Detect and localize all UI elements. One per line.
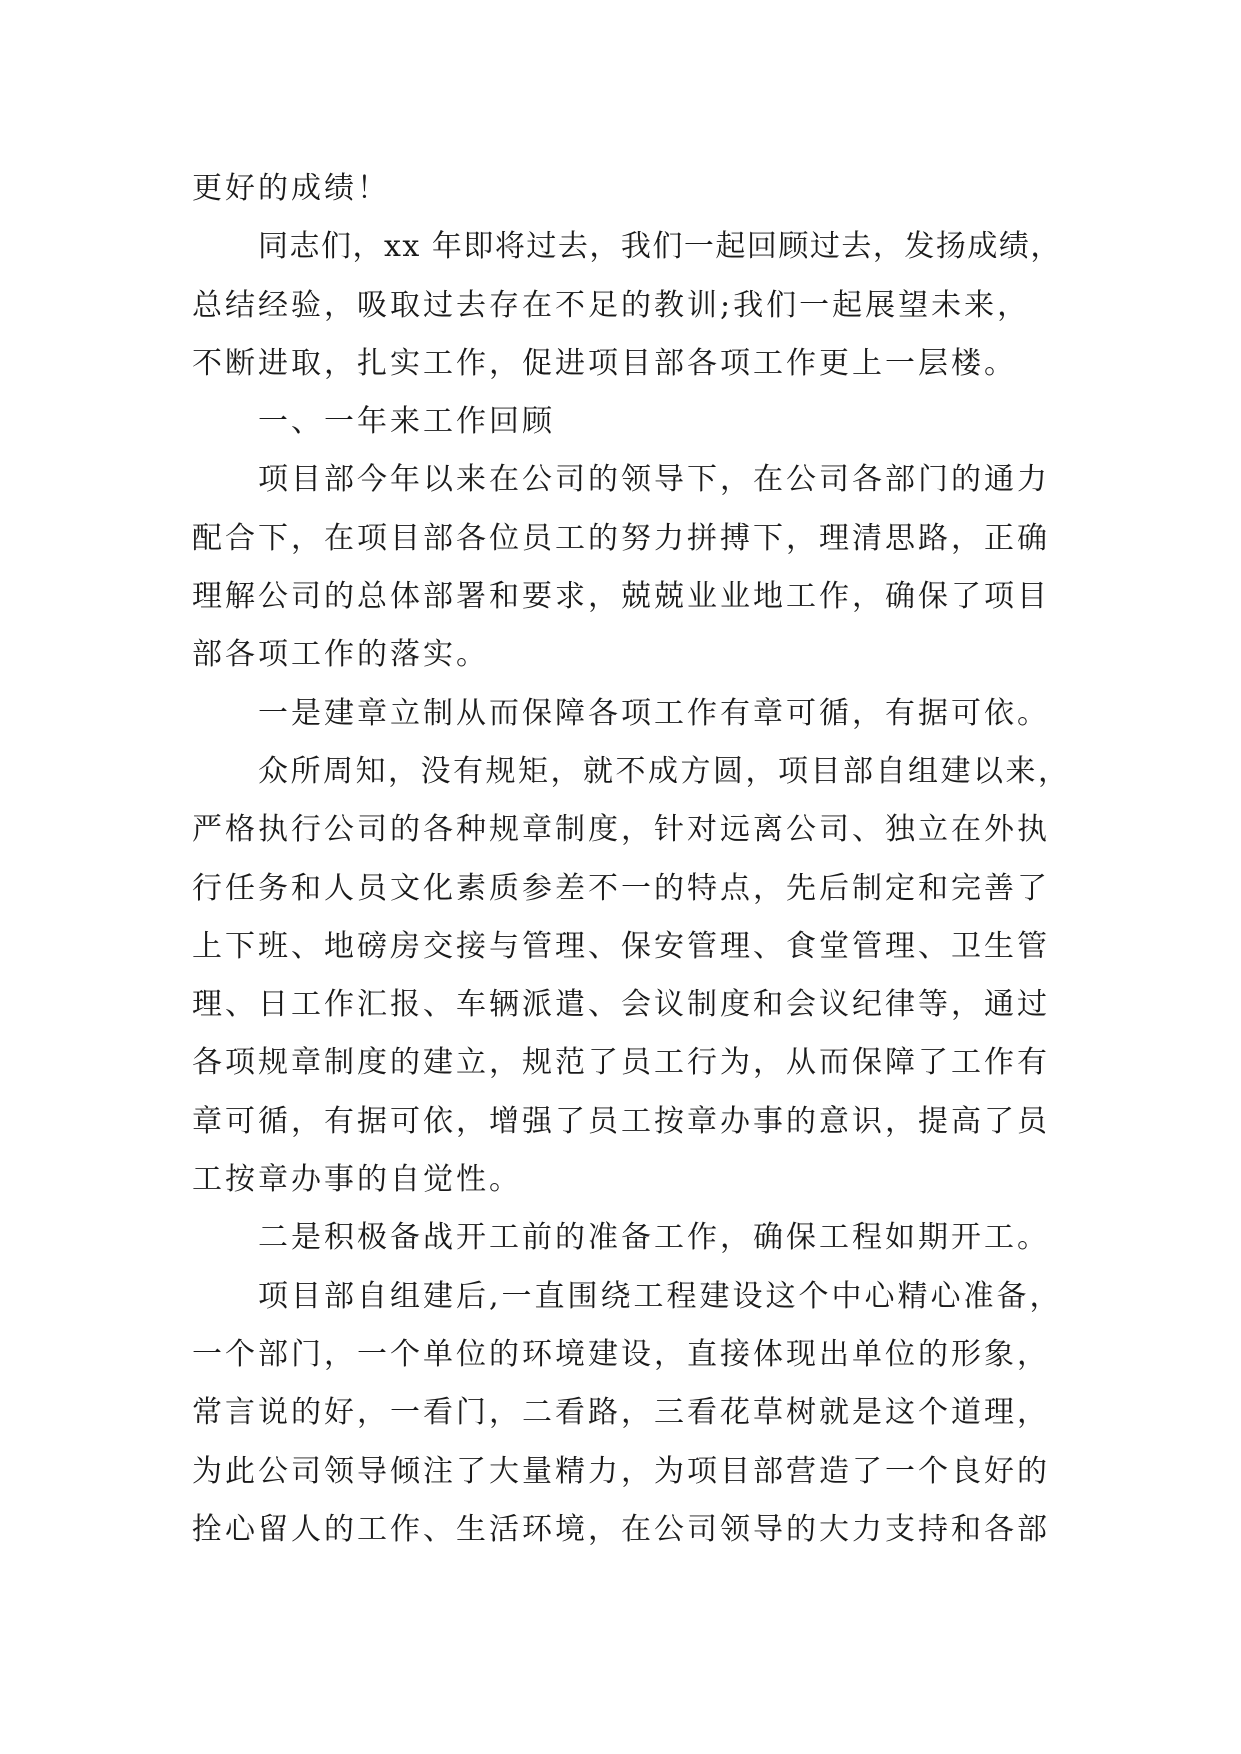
section-heading: 一、一年来工作回顾 xyxy=(258,404,555,440)
text-line: 工按章办事的自觉性。 xyxy=(192,1162,522,1198)
text-line: 严格执行公司的各种规章制度，针对远离公司、独立在外执 xyxy=(192,812,1050,848)
text-line: 众所周知，没有规矩，就不成方圆，项目部自组建以来， xyxy=(258,753,1071,789)
text-line: 上下班、地磅房交接与管理、保安管理、食堂管理、卫生管 xyxy=(192,928,1050,964)
text-line: 章可循，有据可依，增强了员工按章办事的意识，提高了员 xyxy=(192,1103,1050,1139)
text-line: 各项规章制度的建立，规范了员工行为，从而保障了工作有 xyxy=(192,1045,1050,1081)
text-line: 拴心留人的工作、生活环境，在公司领导的大力支持和各部 xyxy=(192,1511,1050,1547)
text-line: 不断进取，扎实工作，促进项目部各项工作更上一层楼。 xyxy=(192,345,1017,381)
text-line: 行任务和人员文化素质参差不一的特点，先后制定和完善了 xyxy=(192,870,1050,906)
text-line: 总结经验，吸取过去存在不足的教训;我们一起展望未来， xyxy=(192,287,1031,323)
text-line: 项目部今年以来在公司的领导下，在公司各部门的通力 xyxy=(258,462,1050,498)
subheading-line: 二是积极备战开工前的准备工作，确保工程如期开工。 xyxy=(258,1220,1050,1256)
text-line: 一个部门，一个单位的环境建设，直接体现出单位的形象， xyxy=(192,1336,1050,1372)
text-line: 常言说的好，一看门，二看路，三看花草树就是这个道理， xyxy=(192,1395,1050,1431)
text-line: 同志们，xx 年即将过去，我们一起回顾过去，发扬成绩， xyxy=(258,229,1062,265)
text-line: 理、日工作汇报、车辆派遣、会议制度和会议纪律等，通过 xyxy=(192,987,1050,1023)
text-line: 项目部自组建后,一直围绕工程建设这个中心精心准备， xyxy=(258,1278,1063,1314)
subheading-line: 一是建章立制从而保障各项工作有章可循，有据可依。 xyxy=(258,695,1050,731)
text-line: 理解公司的总体部署和要求，兢兢业业地工作，确保了项目 xyxy=(192,579,1050,615)
text-line: 更好的成绩！ xyxy=(192,171,390,206)
text-line: 为此公司领导倾注了大量精力，为项目部营造了一个良好的 xyxy=(192,1453,1050,1489)
document-body xyxy=(192,160,1072,1559)
text-line: 部各项工作的落实。 xyxy=(192,637,489,673)
text-line: 配合下，在项目部各位员工的努力拼搏下，理清思路，正确 xyxy=(192,520,1050,556)
